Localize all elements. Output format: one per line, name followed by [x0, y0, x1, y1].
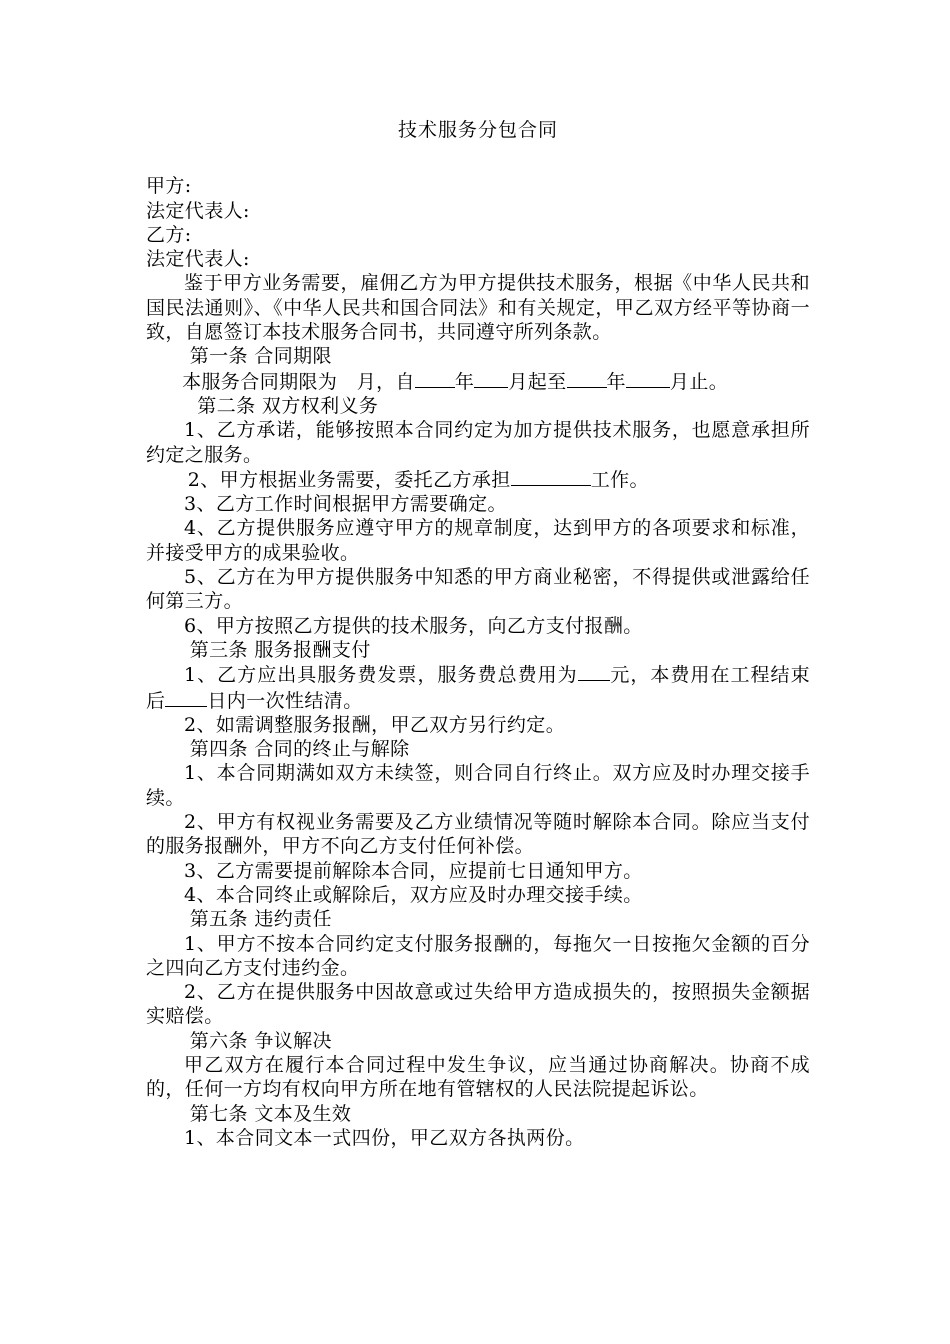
- end-year-blank: [567, 369, 607, 388]
- party-a-label: 甲方:: [146, 175, 192, 198]
- preamble-paragraph: 鉴于甲方业务需要，雇佣乙方为甲方提供技术服务，根据《中华人民共和国民法通则》、《中华人民共和国合同法》和有关规定，甲乙双方经平等协商一致，自愿签订本技术服务合同书，共同遵守所列条款。: [146, 272, 810, 344]
- article3-item1-text-b: 元，本费用在工程结束后: [146, 664, 810, 712]
- party-b-label: 乙方:: [146, 223, 192, 246]
- article3-heading: 第三条 服务报酬支付: [189, 638, 371, 661]
- article6-text: 甲乙双方在履行本合同过程中发生争议，应当通过协商解决。协商不成的，任何一方均有权向甲方所在地有管辖权的人民法院提起诉讼。: [146, 1053, 810, 1101]
- article3-item1-text-a: 1、乙方应出具服务费发票，服务费总费用为: [184, 664, 578, 687]
- article3-item1-text-c: 日内一次性结清。: [207, 689, 363, 712]
- article7-item1: 1、本合同文本一式四份，甲乙双方各执两份。: [184, 1126, 585, 1149]
- article1-text-a: 本服务合同期限为 月，自: [182, 370, 415, 393]
- article2-item2-text-b: 工作。: [590, 468, 649, 491]
- article2-item4: 4、乙方提供服务应遵守甲方的规章制度，达到甲方的各项要求和标准，并接受甲方的成果验收。: [146, 517, 810, 564]
- article1-text-e: 月止。: [669, 370, 729, 393]
- article2-heading: 第二条 双方权利义务: [197, 394, 379, 417]
- settlement-days-blank: [165, 688, 207, 707]
- article1-text-d: 年: [606, 370, 626, 393]
- fee-amount-blank: [578, 662, 610, 681]
- party-a-representative-label: 法定代表人:: [146, 199, 250, 222]
- article3-item1: [146, 662, 810, 713]
- article2-item2: [146, 467, 810, 492]
- article4-item3: 3、乙方需要提前解除本合同，应提前七日通知甲方。: [184, 859, 643, 882]
- start-month-blank: [474, 369, 508, 388]
- article1-heading: 第一条 合同期限: [189, 345, 332, 368]
- article6-heading: 第六条 争议解决: [189, 1029, 332, 1052]
- article2-item3: 3、乙方工作时间根据甲方需要确定。: [184, 493, 507, 516]
- article4-item1: 1、本合同期满如双方未续签，则合同自行终止。双方应及时办理交接手续。: [146, 762, 810, 809]
- article1-text-c: 月起至: [508, 370, 567, 393]
- article7-heading: 第七条 文本及生效: [189, 1102, 352, 1125]
- article1-term-clause: [146, 369, 810, 394]
- article5-item2: 2、乙方在提供服务中因故意或过失给甲方造成损失的，按照损失金额据实赔偿。: [146, 981, 810, 1028]
- article4-item4: 4、本合同终止或解除后，双方应及时办理交接手续。: [184, 883, 643, 906]
- article5-item1: 1、甲方不按本合同约定支付服务报酬的，每拖欠一日按拖欠金额的百分之四向乙方支付违约金。: [146, 932, 810, 979]
- article1-text-b: 年: [454, 370, 475, 393]
- article4-item2: 2、甲方有权视业务需要及乙方业绩情况等随时解除本合同。除应当支付的服务报酬外，甲方不向乙方支付任何补偿。: [146, 811, 810, 858]
- start-year-blank: [415, 369, 455, 388]
- article2-item1: 1、乙方承诺，能够按照本合同约定为加方提供技术服务，也愿意承担所约定之服务。: [146, 419, 810, 466]
- article3-item2: 2、如需调整服务报酬，甲乙双方另行约定。: [184, 713, 566, 736]
- article2-item6: 6、甲方按照乙方提供的技术服务，向乙方支付报酬。: [184, 614, 643, 637]
- contract-page: [146, 118, 810, 1150]
- party-b-representative-label: 法定代表人:: [146, 248, 250, 271]
- article5-heading: 第五条 违约责任: [189, 908, 332, 931]
- article4-heading: 第四条 合同的终止与解除: [189, 738, 410, 761]
- article2-item2-text-a: 2、甲方根据业务需要，委托乙方承担: [187, 468, 511, 491]
- article2-item5: 5、乙方在为甲方提供服务中知悉的甲方商业秘密，不得提供或泄露给任何第三方。: [146, 566, 810, 613]
- document-title: 技术服务分包合同: [397, 119, 558, 141]
- end-month-blank: [626, 369, 670, 388]
- work-scope-blank: [511, 467, 591, 486]
